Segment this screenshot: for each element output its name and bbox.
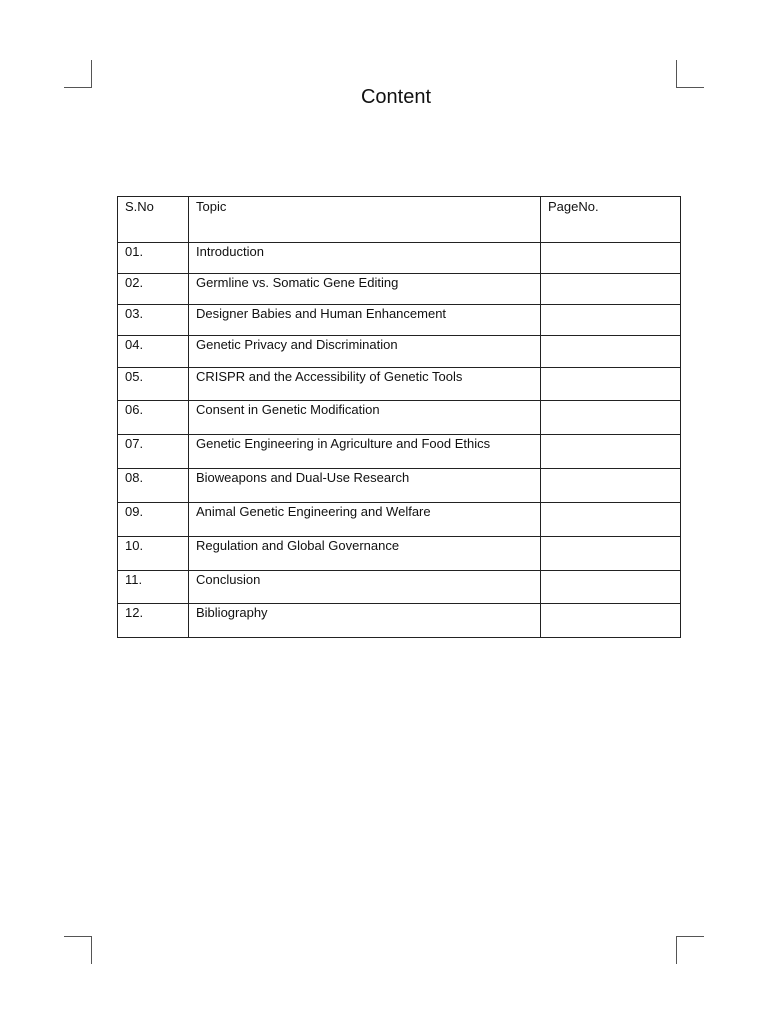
cell-pageno [541, 274, 681, 305]
cell-pageno [541, 435, 681, 469]
cell-sno: 04. [118, 336, 189, 368]
cell-sno: 03. [118, 305, 189, 336]
table-row [118, 368, 681, 401]
crop-mark-top-left [64, 60, 92, 88]
cell-topic: Introduction [189, 243, 541, 274]
table-row [118, 305, 681, 336]
crop-mark-top-right [676, 60, 704, 88]
table-row [118, 604, 681, 638]
table-row [118, 435, 681, 469]
cell-topic: Regulation and Global Governance [189, 537, 541, 571]
cell-sno: 01. [118, 243, 189, 274]
table-row [118, 503, 681, 537]
cell-pageno [541, 604, 681, 638]
cell-pageno [541, 336, 681, 368]
header-sno: S.No [118, 197, 189, 243]
page-title: Content [360, 86, 432, 108]
cell-topic: Bibliography [189, 604, 541, 638]
cell-sno: 07. [118, 435, 189, 469]
cell-topic: Animal Genetic Engineering and Welfare [189, 503, 541, 537]
table-header-row [118, 197, 681, 243]
table-row [118, 401, 681, 435]
cell-pageno [541, 537, 681, 571]
cell-topic: Consent in Genetic Modification [189, 401, 541, 435]
crop-mark-bottom-left [64, 936, 92, 964]
header-pageno: PageNo. [541, 197, 681, 243]
cell-sno: 10. [118, 537, 189, 571]
contents-table-body [118, 243, 681, 638]
cell-pageno [541, 243, 681, 274]
cell-topic: Genetic Privacy and Discrimination [189, 336, 541, 368]
header-topic: Topic [189, 197, 541, 243]
cell-topic: Designer Babies and Human Enhancement [189, 305, 541, 336]
cell-topic: Conclusion [189, 571, 541, 604]
cell-sno: 08. [118, 469, 189, 503]
cell-sno: 05. [118, 368, 189, 401]
cell-topic: Bioweapons and Dual-Use Research [189, 469, 541, 503]
cell-pageno [541, 368, 681, 401]
cell-topic: Genetic Engineering in Agriculture and Food Ethics [189, 435, 541, 469]
crop-mark-bottom-right [676, 936, 704, 964]
cell-pageno [541, 469, 681, 503]
table-row [118, 537, 681, 571]
contents-table [117, 196, 681, 638]
cell-pageno [541, 305, 681, 336]
cell-pageno [541, 401, 681, 435]
cell-topic: Germline vs. Somatic Gene Editing [189, 274, 541, 305]
cell-sno: 12. [118, 604, 189, 638]
cell-topic: CRISPR and the Accessibility of Genetic Tools [189, 368, 541, 401]
cell-sno: 02. [118, 274, 189, 305]
table-row [118, 243, 681, 274]
cell-sno: 06. [118, 401, 189, 435]
cell-sno: 11. [118, 571, 189, 604]
table-row [118, 336, 681, 368]
cell-sno: 09. [118, 503, 189, 537]
cell-pageno [541, 571, 681, 604]
table-row [118, 469, 681, 503]
cell-pageno [541, 503, 681, 537]
table-row [118, 571, 681, 604]
table-row [118, 274, 681, 305]
